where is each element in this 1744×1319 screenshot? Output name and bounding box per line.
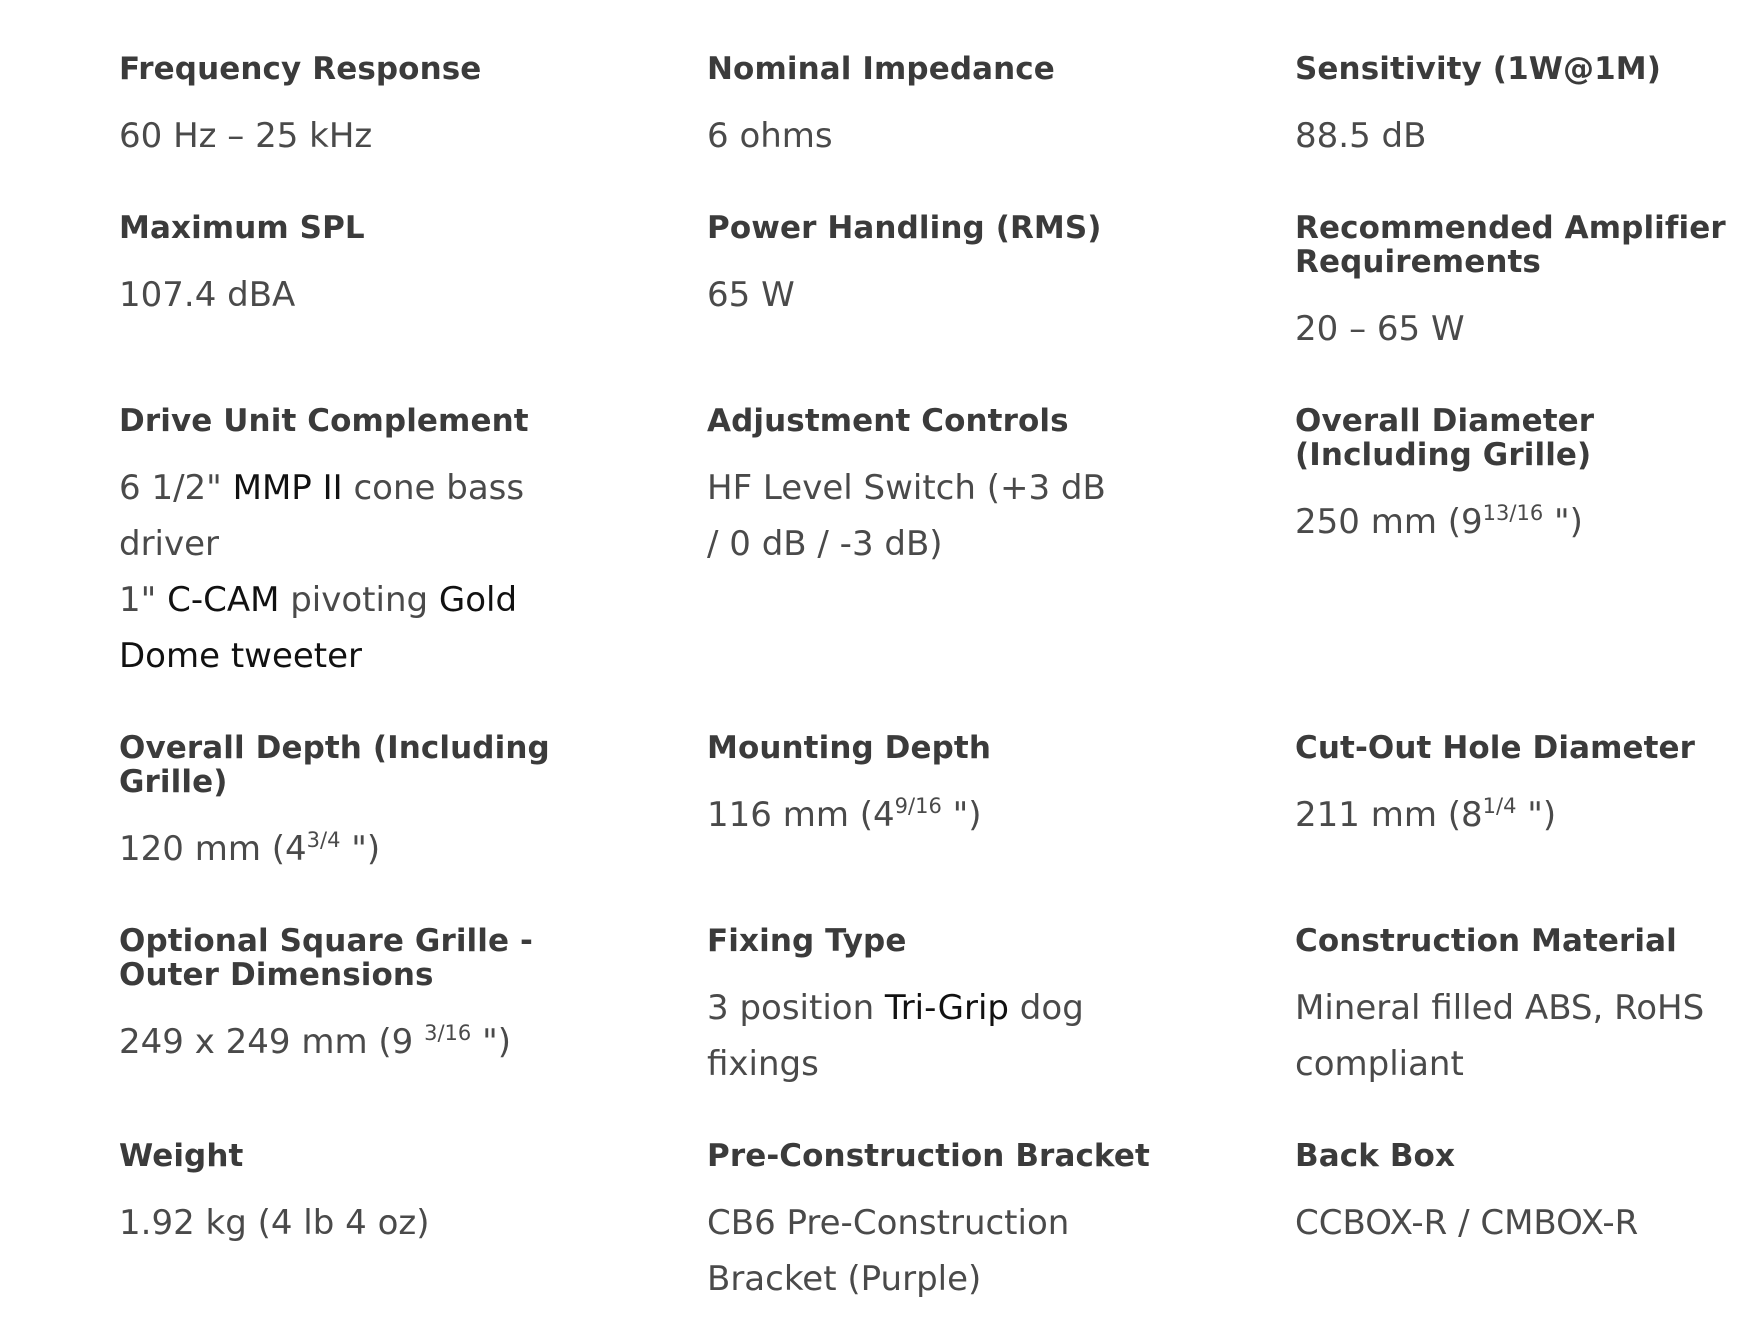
spec-value: 88.5 dB <box>1295 116 1427 156</box>
product-term: MMP II <box>232 468 343 508</box>
spec-label: Fixing Type <box>707 923 907 959</box>
spec-value <box>707 980 1127 1092</box>
value-text: 116 mm (4 <box>707 795 895 835</box>
spec-label: Overall Depth (Including Grille) <box>119 730 550 800</box>
spec-value: CB6 Pre-Construction Bracket (Purple) <box>707 1203 1070 1299</box>
spec-overall-depth <box>119 731 707 924</box>
spec-weight <box>119 1139 707 1319</box>
value-text: dog fixings <box>707 988 1084 1084</box>
value-text: pivoting <box>279 580 439 620</box>
spec-label: Mounting Depth <box>707 730 992 766</box>
value-text: ") <box>1543 502 1583 542</box>
fraction: 9/16 <box>894 794 942 818</box>
spec-value <box>1295 494 1719 550</box>
value-text: 249 x 249 mm (9 <box>119 1022 425 1062</box>
spec-label: Power Handling (RMS) <box>707 210 1102 246</box>
spec-value: 60 Hz – 25 kHz <box>119 116 373 156</box>
value-text: 211 mm (8 <box>1295 795 1483 835</box>
spec-label: Recommended Amplifier Requirements <box>1295 210 1726 280</box>
spec-pre-construction-bracket <box>707 1139 1295 1319</box>
fraction: 1/4 <box>1482 794 1517 818</box>
spec-value <box>119 821 707 877</box>
spec-adjustment-controls <box>707 404 1295 731</box>
spec-value: Mineral filled ABS, RoHS compliant <box>1295 988 1705 1084</box>
fraction: 13/16 <box>1482 501 1544 525</box>
spec-drive-unit-complement <box>119 404 707 731</box>
spec-label: Pre-Construction Bracket <box>707 1138 1150 1174</box>
spec-fixing-type <box>707 924 1295 1139</box>
spec-label: Maximum SPL <box>119 210 365 246</box>
spec-value: 20 – 65 W <box>1295 309 1465 349</box>
spec-recommended-amplifier <box>1295 210 1726 404</box>
spec-mounting-depth <box>707 731 1295 924</box>
spec-maximum-spl <box>119 211 707 404</box>
spec-label: Construction Material <box>1295 923 1677 959</box>
spec-label: Weight <box>119 1138 244 1174</box>
value-text: 1" <box>119 580 168 620</box>
spec-value: CCBOX-R / CMBOX-R <box>1295 1203 1639 1243</box>
spec-power-handling <box>707 211 1295 404</box>
spec-cut-out-hole-diameter <box>1295 731 1719 924</box>
spec-value: 65 W <box>707 275 795 315</box>
spec-label: Cut-Out Hole Diameter <box>1295 730 1696 766</box>
spec-label: Frequency Response <box>119 51 482 87</box>
value-text: 250 mm (9 <box>1295 502 1483 542</box>
spec-value <box>119 572 589 684</box>
spec-nominal-impedance <box>707 52 1295 211</box>
value-text: 120 mm (4 <box>119 829 307 869</box>
value-text: cone bass driver <box>119 468 525 564</box>
spec-label: Sensitivity (1W@1M) <box>1295 51 1662 87</box>
spec-value: 107.4 dBA <box>119 275 296 315</box>
value-text: ") <box>941 795 982 835</box>
spec-value: HF Level Switch (+3 dB / 0 dB / -3 dB) <box>707 468 1106 564</box>
product-term: Gold Dome tweeter <box>119 580 518 676</box>
spec-label: Back Box <box>1295 1138 1456 1174</box>
product-term: Tri-Grip <box>884 988 1009 1028</box>
spec-label: Nominal Impedance <box>707 51 1055 87</box>
spec-value <box>119 460 589 572</box>
spec-frequency-response <box>119 52 707 211</box>
spec-back-box <box>1295 1139 1719 1319</box>
value-text: ") <box>340 829 381 869</box>
product-term: C-CAM <box>167 580 280 620</box>
spec-label: Drive Unit Complement <box>119 403 529 439</box>
spec-value <box>119 1014 707 1070</box>
spec-sensitivity <box>1295 52 1719 211</box>
spec-label: Adjustment Controls <box>707 403 1069 439</box>
spec-label: Overall Diameter (Including Grille) <box>1295 403 1595 473</box>
spec-value: 6 ohms <box>707 116 833 156</box>
fraction: 3/4 <box>306 828 341 852</box>
spec-value <box>707 787 1295 843</box>
fraction: 3/16 <box>424 1021 472 1045</box>
spec-value <box>1295 787 1719 843</box>
value-text: ") <box>1516 795 1557 835</box>
value-text: ") <box>471 1022 511 1062</box>
value-text: 6 1/2" <box>119 468 233 508</box>
specifications-grid <box>119 51 1726 1319</box>
value-text: 3 position <box>707 988 885 1028</box>
spec-construction-material <box>1295 924 1719 1139</box>
spec-value: 1.92 kg (4 lb 4 oz) <box>119 1203 430 1243</box>
spec-optional-square-grille <box>119 924 707 1139</box>
spec-overall-diameter <box>1295 404 1719 731</box>
spec-label: Optional Square Grille - Outer Dimensions <box>119 923 533 993</box>
